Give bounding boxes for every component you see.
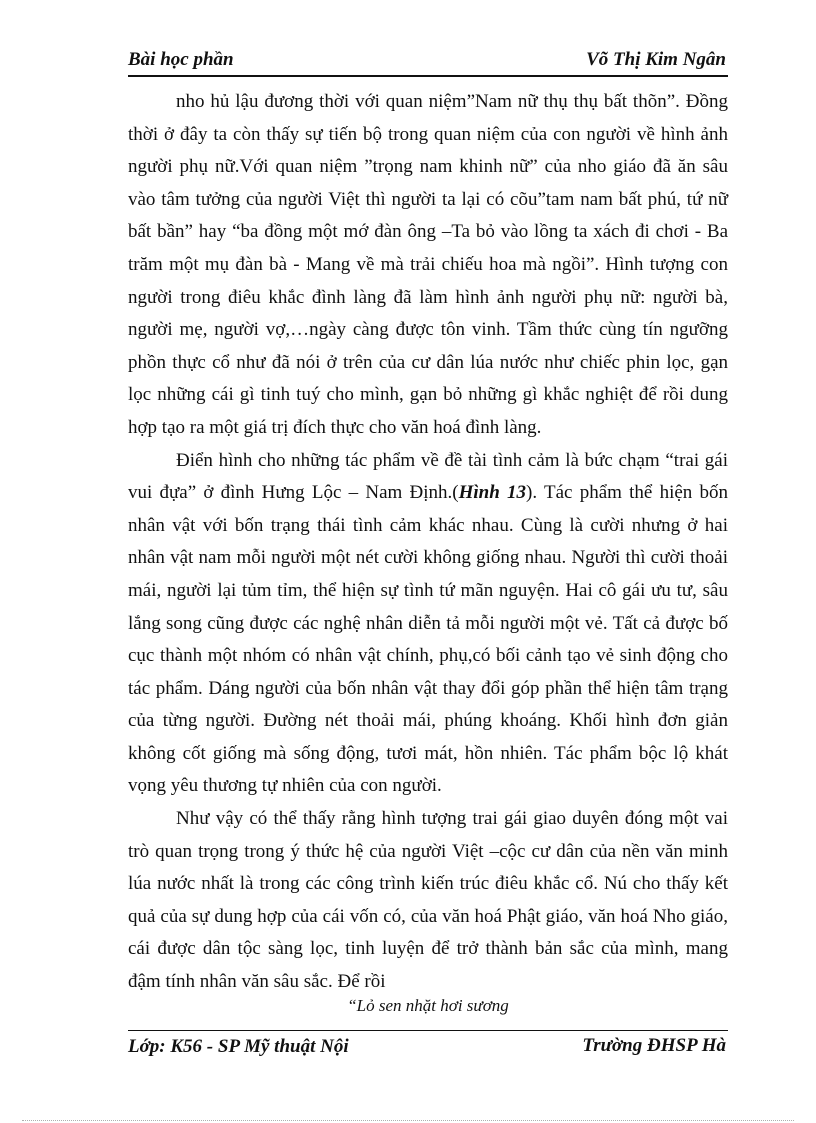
header-author: Võ Thị Kim Ngân (586, 49, 726, 70)
footer-school: Trường ĐHSP Hà (582, 1035, 726, 1056)
footer-class: Lớp: K56 - SP Mỹ thuật Nội (128, 1036, 349, 1057)
paragraph-2 (128, 445, 728, 804)
figure-reference: Hình 13 (458, 482, 527, 504)
paragraph-2-text-before: Điển hình cho những tác phẩm về đề tài tình cảm là bức chạm “trai gái vui đựa” ở đình Hưng Lộc – Nam Định.( (128, 449, 728, 504)
page-footer (128, 1030, 728, 1083)
body-text (128, 86, 728, 999)
header-course-title: Bài học phần (128, 49, 234, 70)
page-header (128, 47, 728, 77)
paragraph-1: nho hủ lậu đương thời với quan niệm”Nam nữ thụ thụ bất thõn”. Đồng thời ở đây ta còn thấy sự tiến bộ trong quan niệm của con người về hình ảnh người phụ nữ.Với quan niệm ”trọng nam khinh nữ” của nho giáo đã ăn sâu vào tâm tưởng của người Việt thì người ta lại có cõu”tam nam bất phú, tứ nữ bất bần” hay “ba đồng một mớ đàn ông –Ta bỏ vào lồng ta xách đi chơi - Ba trăm một mụ đàn bà - Mang về mà trải chiếu hoa mà ngồi”. Hình tượng con người trong điêu khắc đình làng đã làm hình ảnh người phụ nữ: người bà, người mẹ, người vợ,…ngày càng được tôn vinh. Tầm thức cùng tín ngưỡng phồn thực cổ như đã nói ở trên của cư dân lúa nước như chiếc phin lọc, gạn lọc những cái gì tinh tuý cho mình, gạn bỏ những gì khắc nghiệt để rồi dung hợp tạo ra một giá trị đích thực cho văn hoá đình làng. (128, 91, 728, 438)
paragraph-2-text-after: ). Tác phẩm thể hiện bốn nhân vật với bốn trạng thái tình cảm khác nhau. Cùng là cười nhưng ở hai nhân vật nam mỗi người một nét cười không giống nhau. Người thì cười thoải mái, người lại tủm tỉm, thể hiện sự tình tứ mãn nguyện. Hai cô gái ưu tư, sâu lắng song cũng được các nghệ nhân diễn tả mỗi người một vẻ. Tất cả được bố cục thành một nhóm có nhân vật chính, phụ,có bối cảnh tạo vẻ sinh động cho tác phẩm. Dáng người của bốn nhân vật thay đổi góp phần thể hiện tâm trạng của từng người. Đường nét thoải mái, phúng khoáng. Khối hình đơn giản không cốt giống mà sống động, tươi mát, hồn nhiên. Tác phẩm bộc lộ khát vọng yêu thương tự nhiên của con người. (128, 482, 728, 797)
paragraph-3: Như vậy có thể thấy rằng hình tượng trai gái giao duyên đóng một vai trò quan trọng trong ý thức hệ của người Việt –cộc cư dân của nền văn minh lúa nước nhất là trong các công trình kiến trúc điêu khắc cổ. Nú cho thấy kết quả của sự dung hợp của cái vốn có, của văn hoá Phật giáo, văn hoá Nho giáo, cái được dân tộc sàng lọc, tinh luyện để trở thành bản sắc của mình, mang đậm tính nhân văn sâu sắc. Để rồi (128, 808, 728, 993)
poem-quote: “Lỏ sen nhặt hơi sương (347, 996, 509, 1015)
page-edge-divider (22, 1120, 794, 1121)
